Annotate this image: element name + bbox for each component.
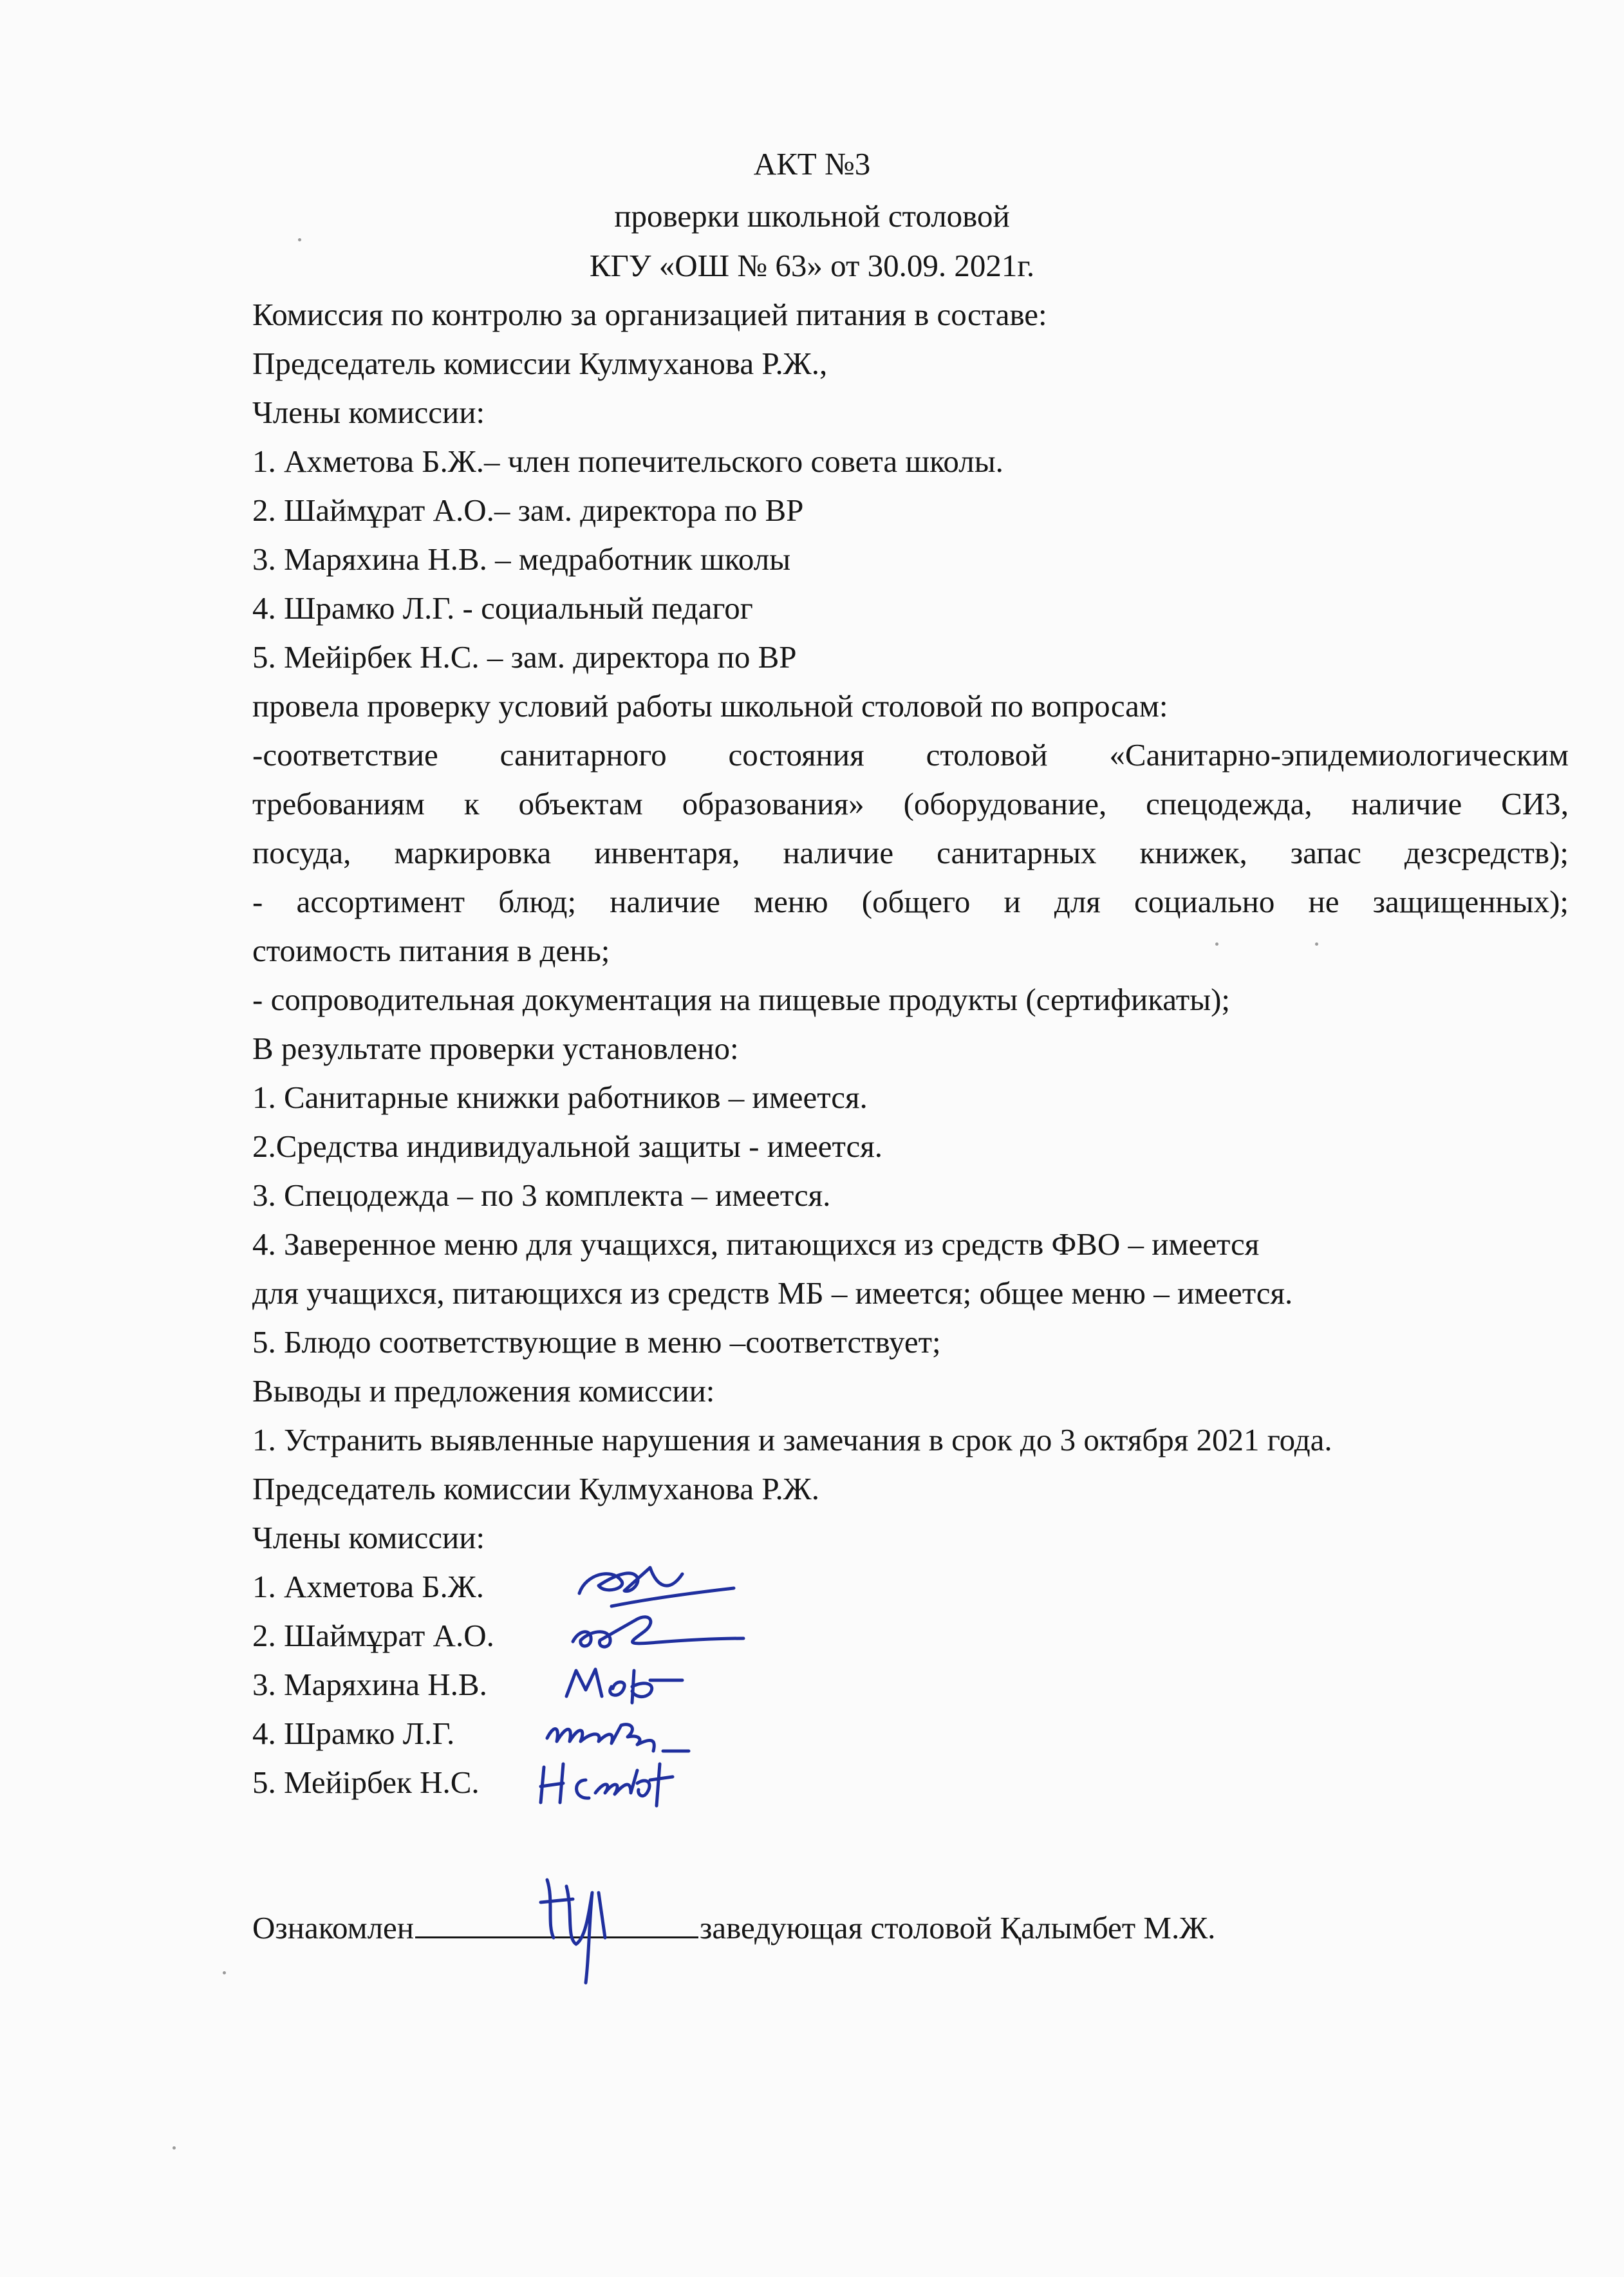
- result-line: 4. Заверенное меню для учащихся, питающихся из средств ФВО – имеется: [252, 1226, 1260, 1262]
- document-org-line: КГУ «ОШ № 63» от 30.09. 2021г.: [589, 248, 1035, 283]
- scope-line: стоимость питания в день;: [252, 933, 610, 968]
- ack-role: заведующая столовой Қалымбет М.Ж.: [700, 1910, 1216, 1945]
- scope-line: посуда, маркировка инвентаря, наличие санитарных книжек, запас дезсредств);: [252, 835, 1569, 870]
- signature-members-heading: Члены комиссии:: [252, 1520, 485, 1555]
- document-title: АКТ №3: [753, 146, 871, 182]
- signature-member: 5. Мейірбек Н.С.: [252, 1765, 480, 1800]
- member-line: 2. Шаймұрат А.О.– зам. директора по ВР: [252, 492, 804, 528]
- signature-member: 2. Шаймұрат А.О.: [252, 1618, 494, 1653]
- signature-member: 1. Ахметова Б.Ж.: [252, 1569, 484, 1604]
- commission-line: Комиссия по контролю за организацией питания в составе:: [252, 297, 1047, 332]
- conclusions-heading: Выводы и предложения комиссии:: [252, 1373, 715, 1409]
- scope-line: - сопроводительная документация на пищевые продукты (сертификаты);: [252, 982, 1231, 1017]
- scan-speck: [1315, 942, 1318, 946]
- member-line: 3. Маряхина Н.В. – медработник школы: [252, 541, 791, 577]
- signature-member: 3. Маряхина Н.В.: [252, 1667, 487, 1702]
- result-line: 3. Спецодежда – по 3 комплекта – имеется.: [252, 1177, 831, 1213]
- members-heading: Члены комиссии:: [252, 395, 485, 430]
- chair-line: Председатель комиссии Кулмуханова Р.Ж.,: [252, 346, 828, 381]
- scope-lead: провела проверку условий работы школьной столовой по вопросам:: [252, 688, 1168, 724]
- signature-chair: Председатель комиссии Кулмуханова Р.Ж.: [252, 1471, 819, 1506]
- member-line: 1. Ахметова Б.Ж.– член попечительского совета школы.: [252, 444, 1003, 479]
- result-line: 5. Блюдо соответствующие в меню –соответствует;: [252, 1324, 941, 1360]
- ack-label: Ознакомлен: [252, 1910, 415, 1945]
- signature-member: 4. Шрамко Л.Г.: [252, 1716, 455, 1751]
- acknowledgement-line: [252, 1909, 1215, 1947]
- handwritten-signature-icon: [566, 1603, 747, 1661]
- scan-speck: [1215, 942, 1218, 946]
- handwritten-signature-icon: [560, 1658, 689, 1709]
- scan-speck: [173, 2146, 176, 2150]
- result-line: для учащихся, питающихся из средств МБ – имеется; общее меню – имеется.: [252, 1275, 1293, 1311]
- scope-line: требованиям к объектам образования» (оборудование, спецодежда, наличие СИЗ,: [252, 786, 1569, 821]
- result-line: 2.Средства индивидуальной защиты - имеется.: [252, 1129, 883, 1164]
- conclusion-line: 1. Устранить выявленные нарушения и замечания в срок до 3 октября 2021 года.: [252, 1422, 1332, 1457]
- scan-speck: [298, 238, 301, 241]
- member-line: 5. Мейірбек Н.С. – зам. директора по ВР: [252, 639, 797, 675]
- member-line: 4. Шрамко Л.Г. - социальный педагог: [252, 590, 753, 626]
- handwritten-signature-icon: [528, 1867, 631, 1996]
- scan-speck: [223, 1971, 226, 1974]
- scope-line: -соответствие санитарного состояния столовой «Санитарно-эпидемиологическим: [252, 737, 1569, 773]
- handwritten-signature-icon: [534, 1754, 689, 1812]
- scope-line: - ассортимент блюд; наличие меню (общего и для социально не защищенных);: [252, 884, 1569, 919]
- results-heading: В результате проверки установлено:: [252, 1031, 739, 1066]
- document-subtitle: проверки школьной столовой: [614, 198, 1010, 234]
- result-line: 1. Санитарные книжки работников – имеется.: [252, 1080, 868, 1115]
